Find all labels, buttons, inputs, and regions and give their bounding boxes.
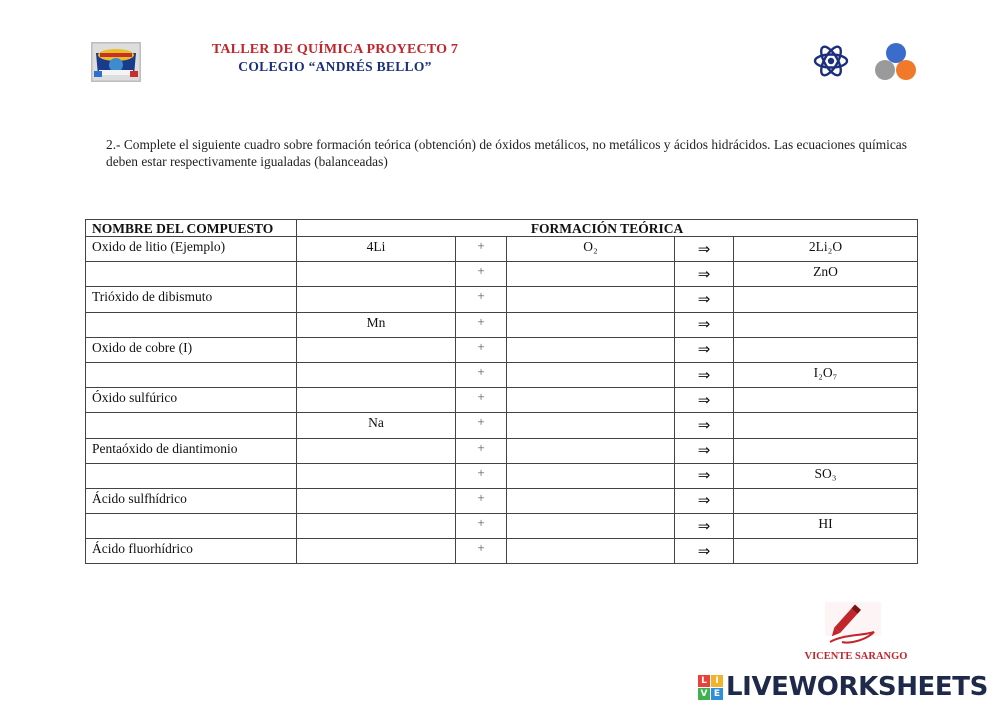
product-cell[interactable] (734, 488, 918, 513)
product-cell: I₂O₇ (734, 362, 918, 387)
table-row (86, 488, 918, 513)
exercise-instructions: 2.- Complete el siguiente cuadro sobre formación teórica (obtención) de óxidos metálicos, no metálicos y ácidos hidrácidos. Las ecuaciones químicas deben estar respectivamente igualadas (balanceadas) (106, 137, 907, 169)
compound-name-cell: Oxido de litio (Ejemplo) (86, 237, 297, 262)
table-row (86, 438, 918, 463)
plus-sign: + (456, 388, 507, 413)
badge-letter-v: V (698, 688, 710, 700)
yields-arrow: ⇒ (675, 438, 734, 463)
reactant-1-cell[interactable] (297, 337, 456, 362)
liveworksheets-logo[interactable] (698, 672, 988, 702)
compound-name-cell: Oxido de cobre (I) (86, 337, 297, 362)
compound-name-cell: Trióxido de dibismuto (86, 287, 297, 312)
badge-letter-e: E (711, 688, 723, 700)
plus-sign: + (456, 463, 507, 488)
reactant-2-cell[interactable] (507, 388, 675, 413)
plus-sign: + (456, 488, 507, 513)
author-name: VICENTE SARANGO (804, 651, 908, 662)
compound-name-cell: Ácido sulfhídrico (86, 488, 297, 513)
product-cell[interactable] (734, 287, 918, 312)
compound-name-cell[interactable] (86, 413, 297, 438)
reactant-2-cell[interactable] (507, 488, 675, 513)
product-cell: HI (734, 514, 918, 539)
reactant-1-cell[interactable] (297, 488, 456, 513)
reactant-2-cell[interactable] (507, 337, 675, 362)
table-row (86, 514, 918, 539)
compound-name-cell: Ácido fluorhídrico (86, 539, 297, 564)
compound-name-cell[interactable] (86, 463, 297, 488)
plus-sign: + (456, 362, 507, 387)
yields-arrow: ⇒ (675, 388, 734, 413)
table-row (86, 388, 918, 413)
table-row (86, 287, 918, 312)
reactant-2-cell[interactable] (507, 438, 675, 463)
badge-letter-l: L (698, 675, 710, 687)
table-row (86, 362, 918, 387)
reactant-2-cell: O₂ (507, 237, 675, 262)
reactant-2-cell[interactable] (507, 362, 675, 387)
reactant-1-cell: Na (297, 413, 456, 438)
table-row (86, 237, 918, 262)
table-row (86, 539, 918, 564)
product-cell: ZnO (734, 262, 918, 287)
table-row (86, 463, 918, 488)
product-cell[interactable] (734, 337, 918, 362)
compound-name-cell[interactable] (86, 362, 297, 387)
product-cell[interactable] (734, 312, 918, 337)
product-cell[interactable] (734, 539, 918, 564)
plus-sign: + (456, 337, 507, 362)
formation-table (85, 219, 918, 564)
reactant-1-cell[interactable] (297, 438, 456, 463)
product-cell[interactable] (734, 413, 918, 438)
liveworksheets-badge-icon (698, 675, 723, 700)
compound-name-cell[interactable] (86, 312, 297, 337)
compound-name-cell: Óxido sulfúrico (86, 388, 297, 413)
plus-sign: + (456, 237, 507, 262)
compound-name-cell[interactable] (86, 262, 297, 287)
product-cell[interactable] (734, 388, 918, 413)
column-header-formation: FORMACIÓN TEÓRICA (297, 220, 918, 237)
reactant-1-cell[interactable] (297, 362, 456, 387)
reactant-1-cell: 4Li (297, 237, 456, 262)
reactant-2-cell[interactable] (507, 413, 675, 438)
reactant-1-cell[interactable] (297, 388, 456, 413)
yields-arrow: ⇒ (675, 337, 734, 362)
product-cell: SO₃ (734, 463, 918, 488)
reactant-2-cell[interactable] (507, 514, 675, 539)
plus-sign: + (456, 539, 507, 564)
yields-arrow: ⇒ (675, 488, 734, 513)
product-cell: 2Li₂O (734, 237, 918, 262)
column-header-name: NOMBRE DEL COMPUESTO (86, 220, 297, 237)
reactant-1-cell[interactable] (297, 262, 456, 287)
atom-icon (812, 42, 850, 80)
compound-name-cell: Pentaóxido de diantimonio (86, 438, 297, 463)
yields-arrow: ⇒ (675, 463, 734, 488)
plus-sign: + (456, 514, 507, 539)
school-crest-icon (90, 41, 142, 83)
yields-arrow: ⇒ (675, 539, 734, 564)
table-row (86, 312, 918, 337)
reactant-2-cell[interactable] (507, 287, 675, 312)
reactant-2-cell[interactable] (507, 539, 675, 564)
reactant-1-cell[interactable] (297, 539, 456, 564)
plus-sign: + (456, 438, 507, 463)
table-row (86, 337, 918, 362)
reactant-2-cell[interactable] (507, 262, 675, 287)
table-row (86, 262, 918, 287)
pen-signature-icon (822, 602, 884, 650)
reactant-1-cell[interactable] (297, 514, 456, 539)
yields-arrow: ⇒ (675, 287, 734, 312)
plus-sign: + (456, 262, 507, 287)
plus-sign: + (456, 312, 507, 337)
yields-arrow: ⇒ (675, 237, 734, 262)
reactant-2-cell[interactable] (507, 312, 675, 337)
badge-letter-i: I (711, 675, 723, 687)
compound-name-cell[interactable] (86, 514, 297, 539)
worksheet-title: TALLER DE QUÍMICA PROYECTO 7 (211, 42, 459, 57)
plus-sign: + (456, 413, 507, 438)
school-name: COLEGIO “ANDRÉS BELLO” (238, 59, 432, 74)
plus-sign: + (456, 287, 507, 312)
product-cell[interactable] (734, 438, 918, 463)
table-row (86, 413, 918, 438)
table-header-row (86, 220, 918, 237)
reactant-1-cell[interactable] (297, 287, 456, 312)
liveworksheets-wordmark: LIVEWORKSHEETS (726, 672, 988, 702)
reactant-1-cell: Mn (297, 312, 456, 337)
yields-arrow: ⇒ (675, 262, 734, 287)
yields-arrow: ⇒ (675, 514, 734, 539)
yields-arrow: ⇒ (675, 362, 734, 387)
reactant-1-cell[interactable] (297, 463, 456, 488)
yields-arrow: ⇒ (675, 312, 734, 337)
reactant-2-cell[interactable] (507, 463, 675, 488)
colored-dots-icon (873, 41, 919, 83)
yields-arrow: ⇒ (675, 413, 734, 438)
